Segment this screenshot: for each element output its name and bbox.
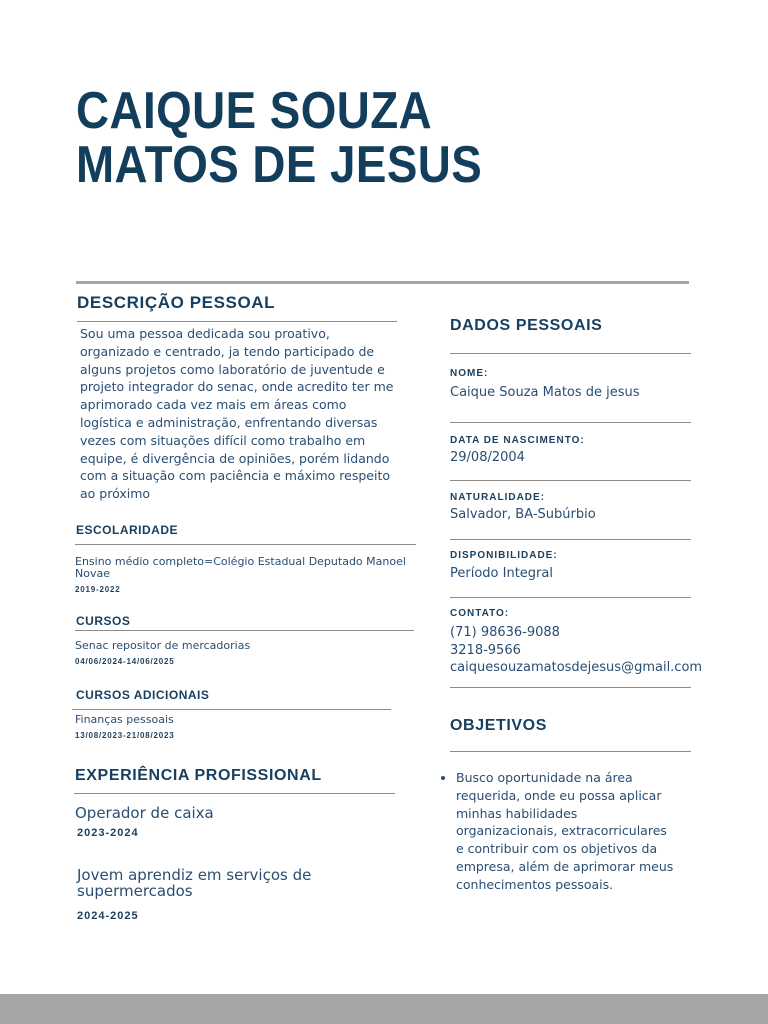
nome-divider bbox=[450, 422, 691, 423]
descricao-text bbox=[80, 325, 410, 503]
descricao-line: projeto integrador do senac, onde acredito ter me bbox=[80, 379, 394, 395]
descricao-line: vezes com situações difícil como trabalho em bbox=[80, 432, 366, 448]
escolaridade-line2: Novae bbox=[75, 567, 110, 580]
objetivos-title: OBJETIVOS bbox=[450, 717, 547, 734]
footer-bar bbox=[0, 994, 768, 1024]
objetivos-divider bbox=[450, 751, 691, 752]
descricao-line: aprimorado cada vez mais em áreas como bbox=[80, 397, 347, 413]
cursos-divider bbox=[75, 630, 414, 631]
contato-phone1: (71) 98636-9088 bbox=[450, 625, 560, 640]
cursos-adicionais-divider bbox=[72, 709, 391, 710]
objetivos-line: e contribuir com os objetivos da bbox=[456, 841, 658, 857]
dados-divider bbox=[450, 353, 691, 354]
nascimento-label: DATA DE NASCIMENTO: bbox=[450, 435, 585, 446]
disponibilidade-value: Período Integral bbox=[450, 566, 553, 581]
escolaridade-dates: 2019-2022 bbox=[75, 585, 121, 594]
objetivos-line: empresa, além de aprimorar meus bbox=[456, 858, 674, 874]
cursos-adicionais-item: Finanças pessoais bbox=[75, 713, 174, 726]
objetivos-list bbox=[438, 769, 716, 894]
escolaridade-item bbox=[75, 556, 420, 580]
job-title-line1: Jovem aprendiz em serviços de bbox=[77, 866, 312, 884]
disponibilidade-label: DISPONIBILIDADE: bbox=[450, 550, 558, 561]
cursos-dates: 04/06/2024-14/06/2025 bbox=[75, 657, 175, 666]
descricao-line: com a situação com paciência e máximo respeito bbox=[80, 468, 391, 484]
escolaridade-title: ESCOLARIDADE bbox=[76, 523, 179, 537]
naturalidade-divider bbox=[450, 539, 691, 540]
dados-title: DADOS PESSOAIS bbox=[450, 317, 603, 334]
nome-value: Caique Souza Matos de jesus bbox=[450, 385, 640, 400]
contato-phone2: 3218-9566 bbox=[450, 643, 521, 658]
descricao-title: DESCRIÇÃO PESSOAL bbox=[77, 293, 276, 312]
cursos-item: Senac repositor de mercadorias bbox=[75, 639, 251, 652]
escolaridade-divider bbox=[75, 544, 416, 545]
contato-divider bbox=[450, 687, 691, 688]
job-title: Operador de caixa bbox=[75, 804, 214, 822]
naturalidade-value: Salvador, BA-Subúrbio bbox=[450, 507, 596, 522]
cursos-adicionais-title: CURSOS ADICIONAIS bbox=[76, 688, 210, 702]
descricao-line: logística e administração, enfrentando diversas bbox=[80, 414, 378, 430]
objetivos-line: • Busco oportunidade na área bbox=[456, 770, 633, 785]
descricao-line: alguns projetos como laboratório de juventude e bbox=[80, 361, 385, 377]
cursos-adicionais-dates: 13/08/2023-21/08/2023 bbox=[75, 731, 175, 740]
experiencia-divider bbox=[74, 793, 395, 794]
contato-label: CONTATO: bbox=[450, 608, 510, 619]
nascimento-divider bbox=[450, 480, 691, 481]
contato-email: caiquesouzamatosdejesus@gmail.com bbox=[450, 660, 703, 675]
escolaridade-line1: Ensino médio completo=Colégio Estadual Deputado Manoel bbox=[75, 555, 406, 568]
cursos-title: CURSOS bbox=[76, 614, 131, 628]
objetivos-line: conhecimentos pessoais. bbox=[456, 876, 614, 892]
candidate-name bbox=[76, 84, 622, 192]
nascimento-value: 29/08/2004 bbox=[450, 450, 525, 465]
objetivos-line: requerida, onde eu possa aplicar bbox=[456, 787, 662, 803]
descricao-divider bbox=[77, 321, 397, 322]
descricao-line: ao próximo bbox=[80, 486, 151, 502]
disponibilidade-divider bbox=[450, 597, 691, 598]
experiencia-title: EXPERIÊNCIA PROFISSIONAL bbox=[75, 767, 322, 784]
naturalidade-label: NATURALIDADE: bbox=[450, 492, 546, 503]
candidate-name-line2: MATOS DE JESUS bbox=[76, 136, 483, 194]
job-years: 2024-2025 bbox=[77, 910, 139, 922]
job-title-line2: supermercados bbox=[77, 882, 193, 900]
job-years: 2023-2024 bbox=[77, 827, 139, 839]
nome-label: NOME: bbox=[450, 368, 489, 379]
objetivos-line: organizacionais, extracorriculares bbox=[456, 823, 667, 839]
descricao-line: equipe, é divergência de opiniões, porém lidando bbox=[80, 450, 390, 466]
objetivos-line: minhas habilidades bbox=[456, 805, 578, 821]
job-title bbox=[77, 867, 397, 899]
descricao-line: organizado e centrado, ja tendo participado de bbox=[80, 343, 375, 359]
descricao-line: Sou uma pessoa dedicada sou proativo, bbox=[80, 326, 330, 341]
objetivos-item bbox=[456, 769, 716, 894]
header-divider bbox=[76, 281, 689, 284]
candidate-name-line1: CAIQUE SOUZA bbox=[76, 82, 433, 140]
